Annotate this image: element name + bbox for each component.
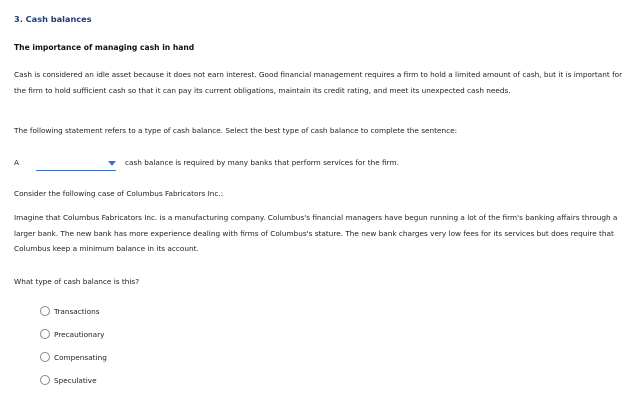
chevron-down-icon xyxy=(108,161,116,166)
option-label: Transactions xyxy=(54,307,100,316)
case-text: Imagine that Columbus Fabricators Inc. is a manufacturing company. Columbus's financial managers have begun running a lot of the firm's banking affairs through a larger bank. The new bank has more experience dealing with firms of Columbus's stature. The new bank charges very low fees for its services but does require that Columbus keep a minimum balance in its account. xyxy=(14,213,618,254)
radio-button[interactable] xyxy=(40,329,50,339)
fill-in-sentence xyxy=(14,155,624,171)
intro-paragraph: Cash is considered an idle asset because it does not earn interest. Good financial management requires a firm to hold a limited amount of cash, but it is important for the firm to hold sufficient cash so that it can pay its current obligations, maintain its credit rating, and meet its unexpected cash needs. xyxy=(14,70,623,95)
option-label: Compensating xyxy=(54,353,107,362)
sentence-prefix: A xyxy=(14,158,19,167)
radio-button[interactable] xyxy=(40,375,50,385)
radio-button[interactable] xyxy=(40,306,50,316)
option-label: Speculative xyxy=(54,376,97,385)
cash-balance-dropdown[interactable] xyxy=(36,157,116,171)
sentence-suffix: cash balance is required by many banks that perform services for the firm. xyxy=(125,158,399,167)
case-intro: Consider the following case of Columbus Fabricators Inc.: xyxy=(14,189,224,198)
section-heading: 3. Cash balances xyxy=(14,14,92,24)
instruction-text: The following statement refers to a type of cash balance. Select the best type of cash balance to complete the sentence: xyxy=(14,126,458,135)
option-label: Precautionary xyxy=(54,330,105,339)
question-prompt: What type of cash balance is this? xyxy=(14,277,140,286)
radio-button[interactable] xyxy=(40,352,50,362)
section-subheading: The importance of managing cash in hand xyxy=(14,43,195,52)
